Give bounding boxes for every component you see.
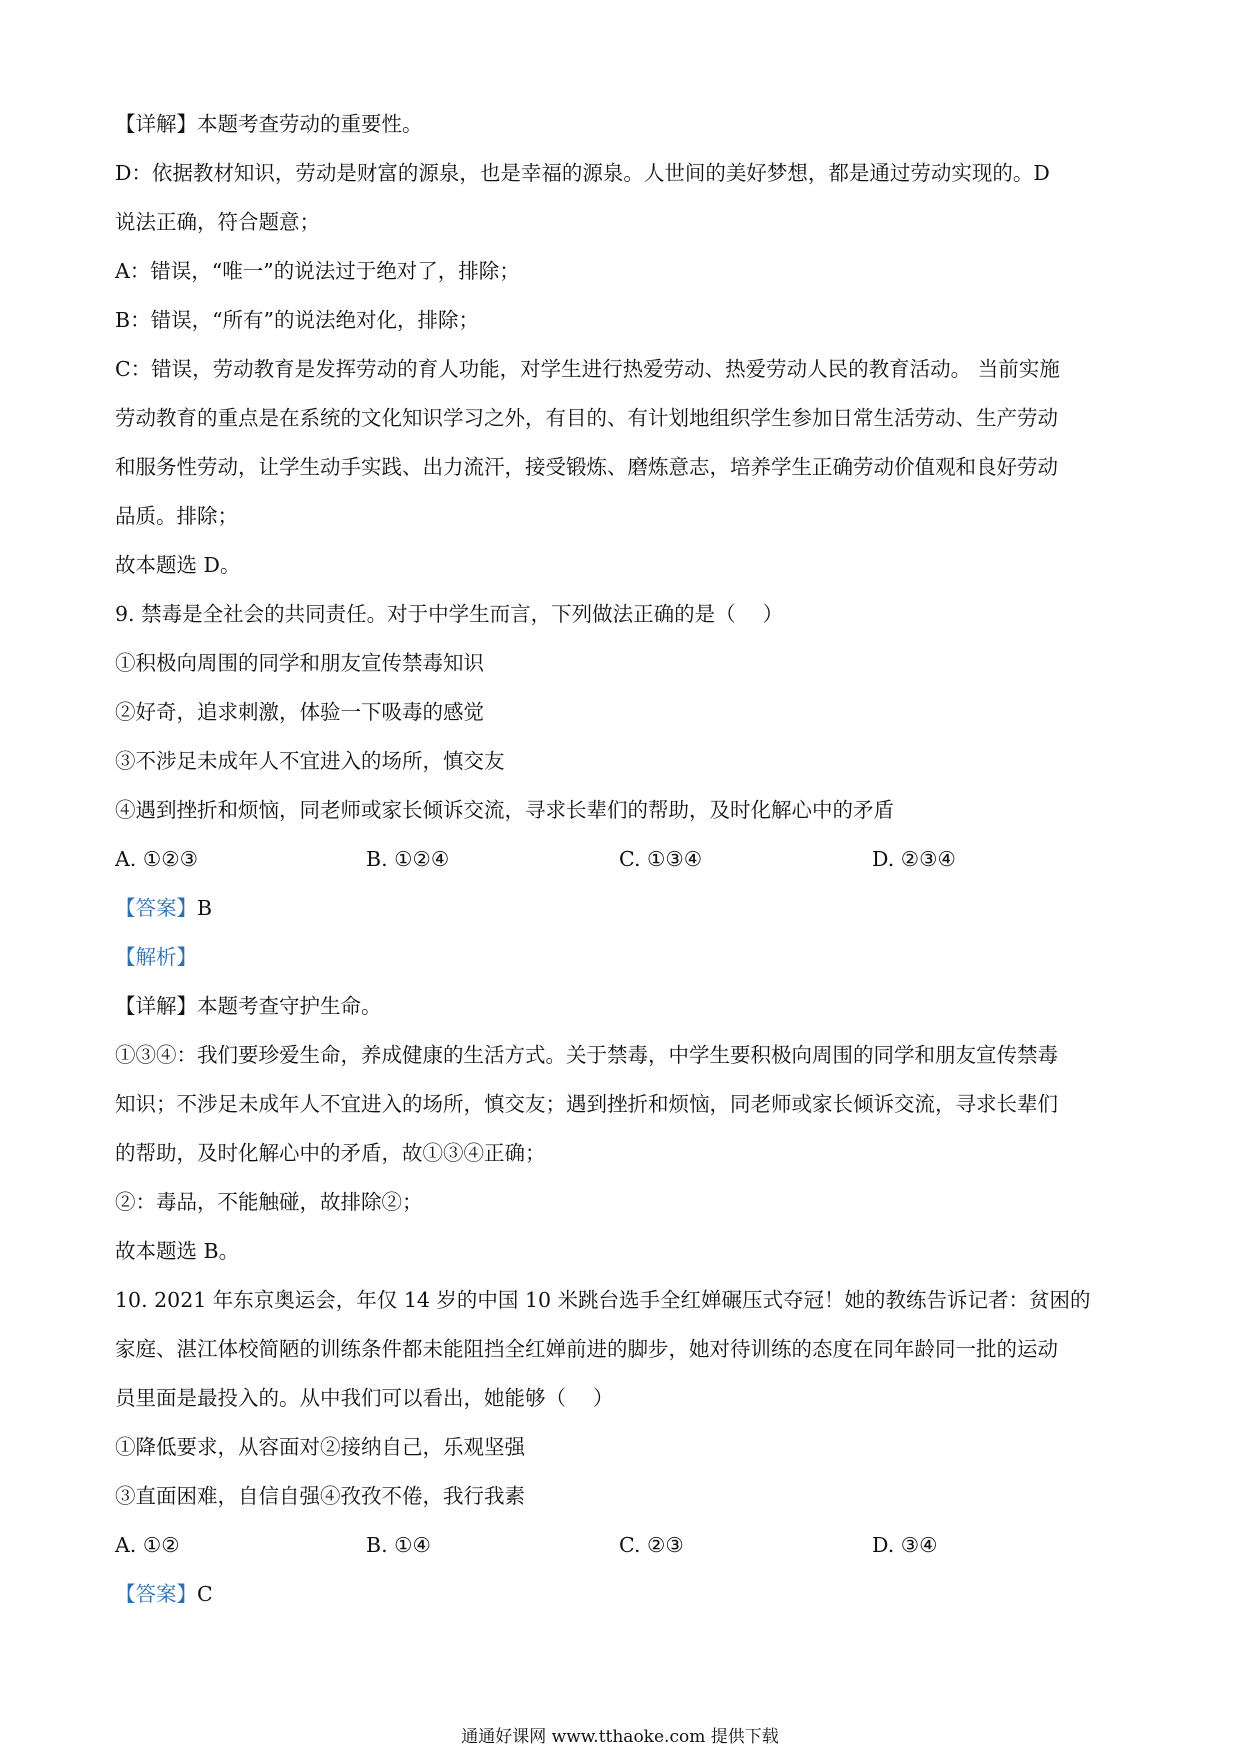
q9-option-a: A. ①②③ — [115, 847, 198, 871]
q10-answer-value: C — [197, 1582, 213, 1606]
q8-detail-heading: 【详解】本题考查劳动的重要性。 — [115, 112, 423, 136]
q9-detail-line3: 的帮助，及时化解心中的矛盾，故①③④正确； — [115, 1141, 546, 1165]
q9-options — [115, 835, 1130, 884]
q9-analysis-label: 【解析】 — [115, 945, 197, 969]
q9-detail-heading: 【详解】本题考查守护生命。 — [115, 994, 382, 1018]
q9-analysis — [115, 933, 1130, 982]
q9-option-d: D. ②③④ — [872, 847, 956, 871]
q9-stem: 9. 禁毒是全社会的共同责任。对于中学生而言，下列做法正确的是（ ） — [115, 602, 784, 626]
q10-answer — [115, 1570, 1130, 1619]
document-content — [115, 100, 1130, 1619]
q10-option-a: A. ①② — [115, 1533, 180, 1557]
q10-items-line2: ③直面困难，自信自强④孜孜不倦，我行我素 — [115, 1484, 525, 1508]
q9-conclusion: 故本题选 B。 — [115, 1239, 240, 1263]
q8-conclusion: 故本题选 D。 — [115, 553, 241, 577]
q10-stem-line3: 员里面是最投入的。从中我们可以看出，她能够（ ） — [115, 1386, 614, 1410]
q9-detail-line2: 知识；不涉足未成年人不宜进入的场所，慎交友；遇到挫折和烦恼，同老师或家长倾诉交流，寻求长辈们 — [115, 1092, 1058, 1116]
q9-item-1: ①积极向周围的同学和朋友宣传禁毒知识 — [115, 651, 484, 675]
q8-detail-c-line4: 品质。排除； — [115, 504, 238, 528]
q10-items-line1: ①降低要求，从容面对②接纳自己，乐观坚强 — [115, 1435, 525, 1459]
q9-detail-line1: ①③④：我们要珍爱生命，养成健康的生活方式。关于禁毒，中学生要积极向周围的同学和朋友宣传禁毒 — [115, 1043, 1058, 1067]
q10-option-b: B. ①④ — [366, 1533, 431, 1557]
q10-stem-line2: 家庭、湛江体校简陋的训练条件都未能阻挡全红婵前进的脚步，她对待训练的态度在同年龄同一批的运动 — [115, 1337, 1058, 1361]
q10-options — [115, 1521, 1130, 1570]
q9-answer — [115, 884, 1130, 933]
q9-option-b: B. ①②④ — [366, 847, 450, 871]
q8-detail-a-line: A：错误，“唯一”的说法过于绝对了，排除； — [115, 259, 520, 283]
q8-detail-c-line3: 和服务性劳动，让学生动手实践、出力流汗，接受锻炼、磨炼意志，培养学生正确劳动价值观和良好劳动 — [115, 455, 1058, 479]
q8-detail-d-line2: 说法正确，符合题意； — [115, 210, 320, 234]
q9-item-3: ③不涉足未成年人不宜进入的场所，慎交友 — [115, 749, 505, 773]
page-footer: 通通好课网 www.tthaoke.com 提供下载 — [461, 1727, 779, 1747]
q10-option-c: C. ②③ — [619, 1533, 684, 1557]
q9-item-4: ④遇到挫折和烦恼，同老师或家长倾诉交流，寻求长辈们的帮助，及时化解心中的矛盾 — [115, 798, 894, 822]
q9-option-c: C. ①③④ — [619, 847, 703, 871]
q8-detail-b-line: B：错误，“所有”的说法绝对化，排除； — [115, 308, 480, 332]
q9-item-2: ②好奇，追求刺激，体验一下吸毒的感觉 — [115, 700, 484, 724]
q9-detail-line4: ②：毒品，不能触碰，故排除②； — [115, 1190, 423, 1214]
q8-detail-d-line1: D：依据教材知识，劳动是财富的源泉，也是幸福的源泉。人世间的美好梦想，都是通过劳动实现的。D — [115, 161, 1050, 185]
q8-detail-c-line1: C：错误，劳动教育是发挥劳动的育人功能，对学生进行热爱劳动、热爱劳动人民的教育活动。 当前实施 — [115, 357, 1060, 381]
q8-detail-c-line2: 劳动教育的重点是在系统的文化知识学习之外，有目的、有计划地组织学生参加日常生活劳动、生产劳动 — [115, 406, 1058, 430]
q9-answer-value: B — [197, 896, 213, 920]
q10-stem-line1: 10. 2021 年东京奥运会，年仅 14 岁的中国 10 米跳台选手全红婵碾压式夺冠！她的教练告诉记者：贫困的 — [115, 1288, 1091, 1312]
q9-answer-label: 【答案】 — [115, 896, 197, 920]
q10-answer-label: 【答案】 — [115, 1582, 197, 1606]
q10-option-d: D. ③④ — [872, 1533, 938, 1557]
